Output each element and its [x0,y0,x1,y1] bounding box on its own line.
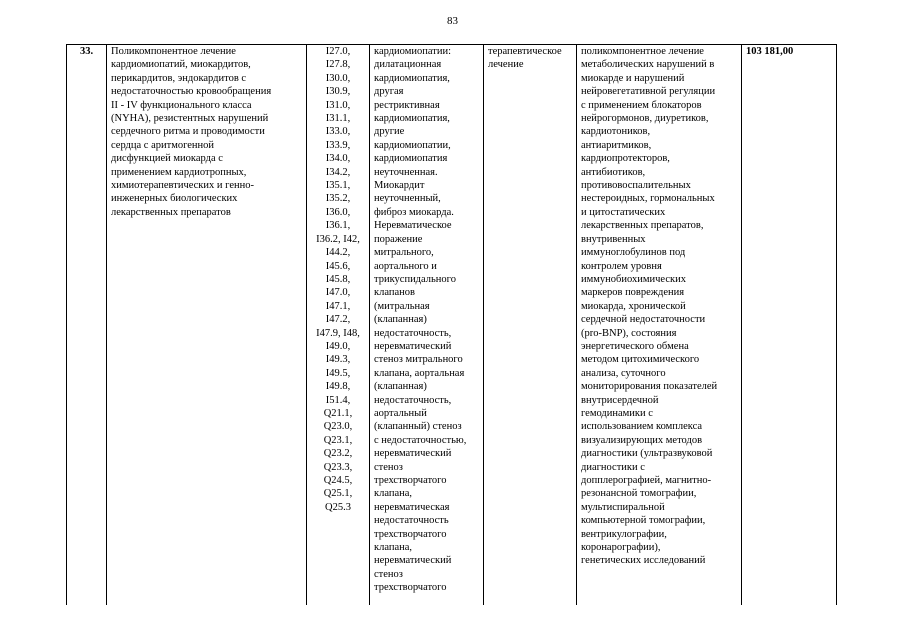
treatment-method-cell [577,45,742,605]
method-line: поликомпонентное лечение [581,46,704,57]
icd-code-line: I27.8, [325,59,351,71]
title-line: сердца с аритмогенной [111,139,215,151]
diagnosis-line: (клапанный) стеноз [374,421,462,433]
method-line: внутрисердечной [581,394,659,406]
method-line: иммуноглобулинов под [581,247,686,259]
icd-code-line: Q21.1, [323,407,353,419]
diagnosis-line: трикуспидального [374,273,456,285]
diagnosis-line: другая [374,86,404,98]
icd-code-line: I45.8, [325,273,351,285]
diagnosis-line: неревматическая [374,501,450,513]
method-line: методом цитохимического [581,354,700,366]
icd-code-line: I27.0, [325,46,351,57]
table-row [67,45,837,605]
diagnosis-line: неуточненная. [374,166,438,178]
method-line: контролем уровня [581,260,662,272]
diagnosis-line: кардиомиопатия [374,153,448,165]
title-line: инженерных биологических [111,193,238,205]
method-line: нейровегетативной регуляции [581,86,716,98]
icd-code-line: I44.2, [325,247,351,259]
page-number: 83 [447,15,458,27]
method-line: нейрогормонов, диуретиков, [581,113,709,125]
title-line: химиотерапевтических и генно- [111,180,254,192]
icd-code-line: Q23.2, [323,448,353,460]
diagnosis-line: митрального, [374,247,434,259]
row-number: 33. [67,45,107,605]
title-line: перикардитов, эндокардитов с [111,72,247,84]
method-line: кардиопротекторов, [581,153,670,165]
diagnosis-line: кардиомиопатия, [374,113,450,125]
method-line: антибиотиков, [581,166,646,178]
diagnosis-line: неревматический [374,448,452,460]
icd-code-line: I36.0, [325,206,351,218]
method-line: с применением блокаторов [581,99,702,111]
diagnosis-line: кардиомиопатия, [374,72,450,84]
diagnosis-line: недостаточность [374,515,449,527]
icd-code-line: Q23.0, [323,421,353,433]
icd-code-line: Q25.3 [325,501,351,513]
title-line: лекарственных препаратов [111,206,231,218]
method-line: мультиспиральной [581,501,665,513]
icd-code-line: Q23.1, [323,434,353,446]
diagnosis-line: клапанов [374,287,415,299]
diagnosis-line: стеноз [374,461,403,473]
icd-code-line: I35.1, [325,180,351,192]
icd-code-line: I30.0, [325,72,351,84]
icd-code-line: I49.5, [325,367,351,379]
method-line: компьютерной томографии, [581,515,706,527]
treatment-type-line: терапевтическое [488,46,562,57]
diagnosis-line: аортального и [374,260,437,272]
diagnosis-line: стеноз [374,568,403,580]
diagnosis-line: (клапанная) [374,314,427,326]
price-cell: 103 181,00 [742,45,837,605]
diagnosis-line: (митральная [374,300,430,312]
diagnosis-line: кардиомиопатии: [374,46,451,57]
method-line: сердечной недостаточности [581,314,706,326]
diagnosis-line: трехстворчатого [374,582,447,594]
title-line: дисфункцией миокарда с [111,153,223,165]
method-line: иммунобиохимических [581,273,686,285]
diagnosis-line: клапана, аортальная [374,367,465,379]
method-line: диагностики с [581,461,645,473]
icd-code-line: I36.1, [325,220,351,232]
icd-code-line: I34.2, [325,166,351,178]
diagnosis-line: клапана, [374,488,413,500]
icd-code-line: I49.0, [325,340,351,352]
method-line: (pro-BNP), состояния [581,327,677,339]
method-line: миокарда, хронической [581,300,686,312]
diagnosis-line: (клапанная) [374,381,427,393]
icd-codes-cell [307,45,370,605]
title-line: сердечного ритма и проводимости [111,126,265,138]
icd-code-line: I30.9, [325,86,351,98]
icd-code-line: I31.1, [325,113,351,125]
service-table [66,44,837,605]
diagnosis-line: трехстворчатого [374,528,447,540]
method-line: резонансной томографии, [581,488,697,500]
method-line: противовоспалительных [581,180,691,192]
method-line: коронарографии), [581,542,661,554]
diagnosis-line: рестриктивная [374,99,440,111]
diagnosis-line: трехстворчатого [374,475,447,486]
diagnosis-line: другие [374,126,405,138]
method-line: лекарственных препаратов, [581,220,704,232]
icd-code-line: I34.0, [325,153,351,165]
method-line: антиаритмиков, [581,139,652,151]
diagnosis-line: Миокардит [374,180,425,192]
diagnosis-line: неревматический [374,555,452,567]
icd-code-line: Q23.3, [323,461,353,473]
icd-code-line: I33.9, [325,139,351,151]
icd-code-line: I36.2, I42, [316,233,360,245]
diagnosis-line: дилатационная [374,59,442,71]
diagnosis-line: стеноз митрального [374,354,463,366]
method-line: диагностики (ультразвуковой [581,448,713,460]
icd-code-line: Q24.5, [323,475,353,486]
diagnosis-line: с недостаточностью, [374,434,467,446]
title-line: кардиомиопатий, миокардитов, [111,59,251,71]
method-line: миокарде и нарушений [581,72,685,84]
diagnosis-line: неуточненный, [374,193,441,205]
diagnosis-line: клапана, [374,542,413,554]
method-line: кардиотоников, [581,126,651,138]
title-line: применением кардиотропных, [111,166,247,178]
method-line: внутривенных [581,233,646,245]
icd-code-line: I47.9, I48, [316,327,360,339]
method-line: маркеров повреждения [581,287,685,299]
method-line: вентрикулографии, [581,528,667,540]
method-line: генетических исследований [581,555,706,567]
diagnosis-cell [370,45,484,605]
title-line: недостаточностью кровообращения [111,86,272,98]
icd-code-line: I51.4, [325,394,351,406]
method-line: анализа, суточного [581,367,666,379]
method-line: допплерографией, магнитно- [581,475,712,486]
service-title-cell [107,45,307,605]
title-line: II - IV функционального класса [111,99,252,111]
icd-code-line: I49.8, [325,381,351,393]
diagnosis-line: фиброз миокарда. [374,206,454,218]
icd-code-line: I45.6, [325,260,351,272]
diagnosis-line: неревматический [374,340,452,352]
icd-code-line: I33.0, [325,126,351,138]
title-line: (NYHA), резистентных нарушений [111,113,269,125]
method-line: метаболических нарушений в [581,59,715,71]
method-line: энергетического обмена [581,340,689,352]
method-line: мониторирования показателей [581,381,718,393]
icd-code-line: I31.0, [325,99,351,111]
diagnosis-line: кардиомиопатии, [374,139,451,151]
method-line: гемодинамики с [581,407,653,419]
title-line: Поликомпонентное лечение [111,46,236,57]
diagnosis-line: Неревматическое [374,220,452,232]
diagnosis-line: аортальный [374,407,427,419]
icd-code-line: Q25.1, [323,488,353,500]
icd-code-line: I47.0, [325,287,351,299]
icd-code-line: I49.3, [325,354,351,366]
diagnosis-line: недостаточность, [374,394,452,406]
icd-code-line: I35.2, [325,193,351,205]
method-line: визуализирующих методов [581,434,703,446]
diagnosis-line: поражение [374,233,423,245]
treatment-type-line: лечение [488,59,524,71]
icd-code-line: I47.2, [325,314,351,326]
method-line: и цитостатических [581,206,666,218]
method-line: нестероидных, гормональных [581,193,715,205]
diagnosis-line: недостаточность, [374,327,452,339]
method-line: использованием комплекса [581,421,703,433]
treatment-type-cell [484,45,577,605]
icd-code-line: I47.1, [325,300,351,312]
